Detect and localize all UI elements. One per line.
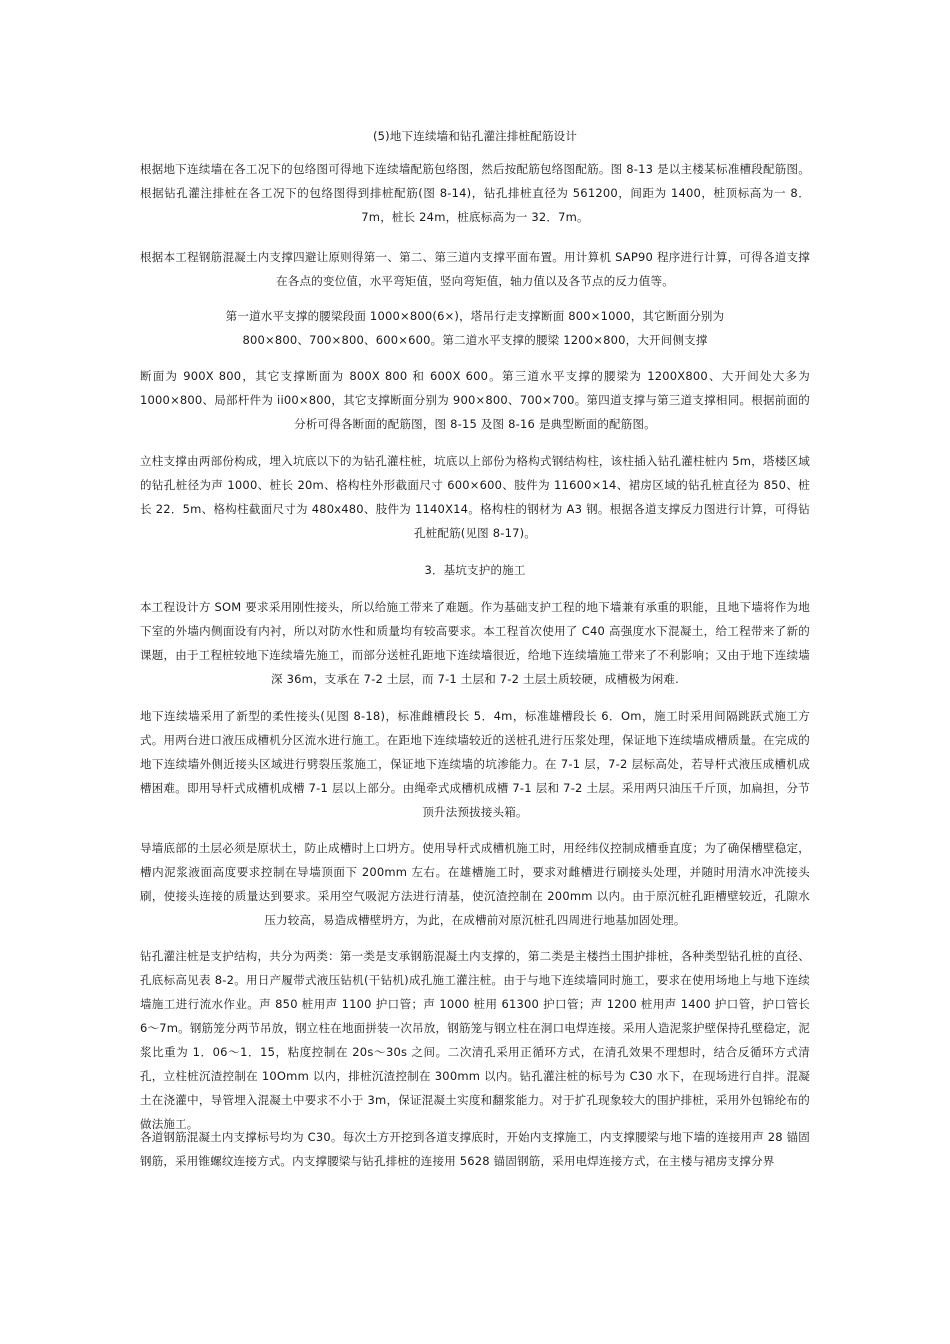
section-heading-5: (5)地下连续墙和钻孔灌注排桩配筋设计 <box>372 129 578 143</box>
paragraph-column-support: 立柱支撑由两部份构成，埋入坑底以下的为钻孔灌柱桩，坑底以上部份为格构式钢结构柱，该柱插入钻孔灌柱桩内 5m，塔楼区域的钻孔桩径为声 1000、桩长 20m、格构柱外形截面尺寸 600×600、肢件为 11600×14、裙房区域的钻孔桩直径为 850、桩长 22．5m、格构柱截面尺寸为 480x480、肢件为 1140X14。格构柱的钢材为 A3 钢。根据各道支撑反力图进行计算，可得钻孔桩配筋(见图 8-17)。 <box>140 454 810 540</box>
paragraph-inner-support-layout: 根据本工程钢筋混凝土内支撑四避让原则得第一、第二、第三道内支撑平面布置。用计算机 SAP90 程序进行计算，可得各道支撑在各点的变位值，水平弯矩值，竖向弯矩值，轴力值以及各节点的反力值等。 <box>140 250 810 288</box>
paragraph-support-sections: 断面为 900X 800，其它支撑断面为 800X 800 和 600X 600。第三道水平支撑的腰梁为 1200X800、大开间处大多为 1000×800、局部杆件为 ii00×800，其它支撑断面分别为 900×800、700×700。第四道支撑与第三道支撑相同。根据前面的分析可得各断面的配筋图，图 8-15 及图 8-16 是典型断面的配筋图。 <box>140 369 810 431</box>
paragraph-first-support-line-1: 第一道水平支撑的腰梁段面 1000×800(6×)，塔吊行走支撑断面 800×1000，其它断面分别为 <box>225 309 725 323</box>
paragraph-rigid-joint: 本工程设计方 SOM 要求采用刚性接头，所以给施工带来了难题。作为基础支护工程的地下墙兼有承重的职能，且地下墙将作为地下室的外墙内侧面设有内衬，所以对防水性和质量均有较高要求。本工程首次使用了 C40 高强度水下混凝土，给工程带来了新的课题，由于工程桩较地下连续墙先施工，而部分送桩孔距地下连续墙很近，给地下连续墙施工带来了不利影响；又由于地下连续墙深 36m，支承在 7-2 土层，而 7-1 土层和 7-2 土层土质较硬，成槽极为闲难. <box>140 600 810 686</box>
paragraph-envelope-design: 根据地下连续墙在各工况下的包络图可得地下连续墙配筋包络图，然后按配筋包络图配筋。图 8-13 是以主楼某标准槽段配筋图。根据钻孔灌注排桩在各工况下的包络图得到排桩配筋(图 8-14)，钻孔排桩直径为 561200，间距为 1400，桩顶标高为一 8．7m，桩长 24m，桩底标高为一 32．7m。 <box>140 162 810 224</box>
section-heading-3: 3．基坑支护的施工 <box>424 563 526 577</box>
paragraph-first-support-line-2: 800×800、700×800、600×600。第二道水平支撑的腰梁 1200×800，大开间侧支撑 <box>242 333 708 347</box>
paragraph-bored-piles: 钻孔灌注桩是支护结构，共分为两类：第一类是支承钢筋混凝土内支撑的，第二类是主楼挡土围护排桩，各种类型钻孔桩的直径、孔底标高见表 8-2。用日产履带式液压钻机(干钻机)成孔施工灌注桩。由于与地下连续墙同时施工，要求在使用场地上与地下连续墙施工进行流水作业。声 850 桩用声 1100 护口管；声 1000 桩用 61300 护口管；声 1200 桩用声 1400 护口管，护口管长 6～7m。钢筋笼分两节吊放，钢立柱在地面拼装一次吊放，钢筋笼与钢立柱在洞口电焊连接。采用人造泥浆护壁保持孔壁稳定，泥浆比重为 1．06～1．15，粘度控制在 20s～30s 之间。二次清孔采用正循环方式，在清孔效果不理想时，结合反循环方式清孔，立柱桩沉渣控制在 10Omm 以内，排桩沉渣控制在 300mm 以内。钻孔灌注桩的标号为 C30 水下，在现场进行自拌。混凝土在浇灌中，导管埋入混凝土中要求不小于 3m，保证混凝土实度和翻浆能力。对于扩孔现象较大的围护排桩，采用外包锦纶布的做法施工。 <box>140 949 810 1131</box>
paragraph-guide-wall: 导墙底部的土层必须是原状土，防止成槽时上口坍方。使用导杆式成槽机施工时，用经纬仪控制成槽垂直度；为了确保槽壁稳定，槽内泥浆液面高度要求控制在导墙顶面下 200mm 左右。在雄槽施工时，要求对雌槽进行刷接头处理，并随时用清水冲洗接头刷，使接头连接的质量达到要求。采用空气吸泥方法进行清基，使沉渣控制在 200mm 以内。由于原沉桩孔距槽壁较近，孔隙水压力较高，易造成槽壁坍方，为此，在成槽前对原沉桩孔四周进行地基加固处理。 <box>140 841 810 927</box>
paragraph-flexible-joint: 地下连续墙采用了新型的柔性接头(见图 8-18)，标准雌槽段长 5．4m，标准雄槽段长 6．Om，施工时采用间隔跳跃式施工方式。用两台进口液压成槽机分区流水进行施工。在距地下连续墙较近的送桩孔进行压浆处理，保证地下连续墙成槽质量。在完成的地下连续墙外侧近接头区域进行劈裂压浆施工，保证地下连续墙的坑渗能力。在 7-1 层，7-2 层标高处，若导杆式液压成槽机成槽困难。即用导杆式成槽机成槽 7-1 层以上部分。由绳牵式成槽机成槽 7-1 层和 7-2 土层。采用两只油压千斤顶，加扁担，分节顶升法预拔接头箱。 <box>140 709 810 819</box>
paragraph-concrete-supports: 各道钢筋混凝土内支撑标号均为 C30。每次土方开挖到各道支撑底时，开始内支撑施工，内支撑腰梁与地下墙的连接用声 28 锚固钢筋，采用锥螺纹连接方式。内支撑腰梁与钻孔排桩的连接用 5628 锚固钢筋，采用电焊连接方式，在主楼与裙房支撑分界 <box>140 1130 810 1168</box>
